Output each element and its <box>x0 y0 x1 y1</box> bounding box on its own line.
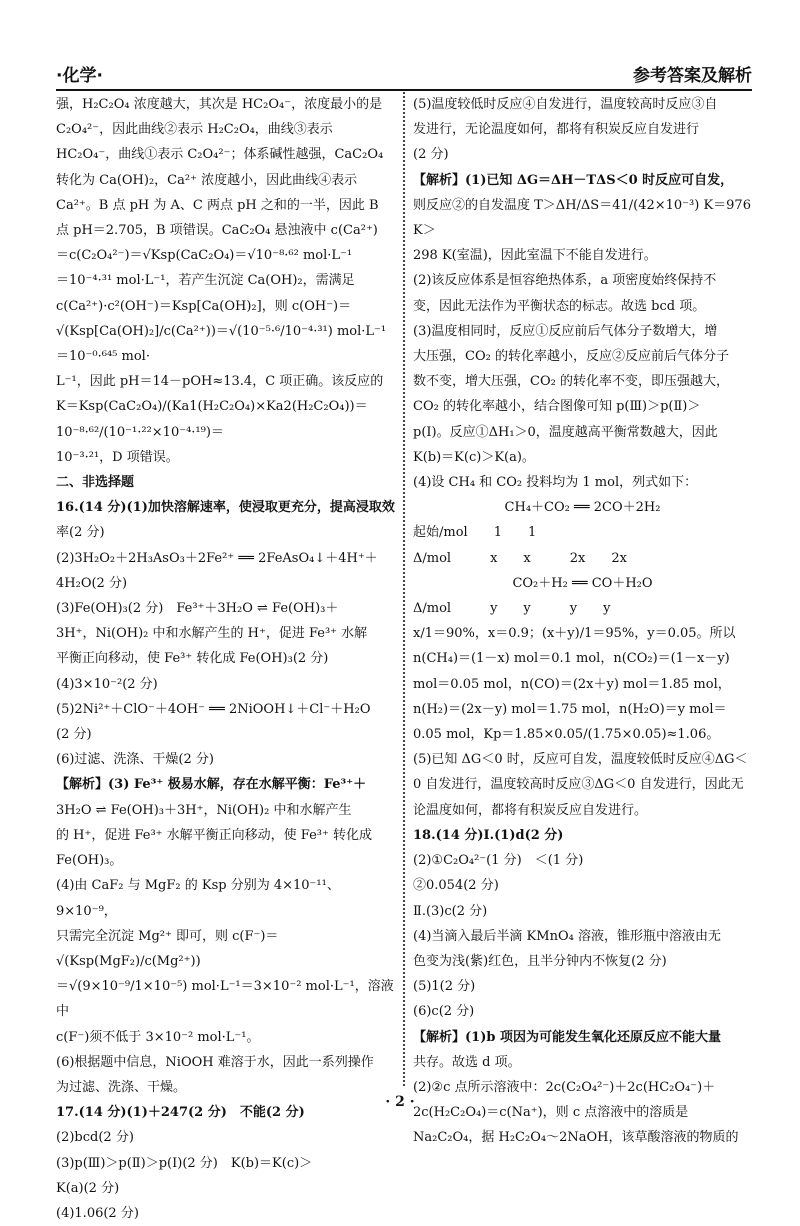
text-line: 率(2 分) <box>56 525 105 541</box>
subject-label: ·化学· <box>56 66 103 86</box>
text-line: n(H₂)＝(2x－y) mol＝1.75 mol，n(H₂O)＝y mol＝ <box>413 701 727 717</box>
text-line: x/1＝90%，x＝0.9；(x＋y)/1＝95%，y＝0.05。所以 <box>413 626 736 642</box>
text-line: (5)已知 ΔG＜0 时，反应可自发，温度较低时反应④ΔG＜ <box>413 752 748 768</box>
text-line: n(CH₄)＝(1－x) mol＝0.1 mol，n(CO₂)＝(1－x－y) <box>413 651 730 667</box>
text-line: 298 K(室温)，因此室温下不能自发进行。 <box>413 248 657 264</box>
column-divider <box>403 92 405 1086</box>
text-line: 2c(H₂C₂O₄)＝c(Na⁺)，则 c 点溶液中的溶质是 <box>413 1105 689 1121</box>
text-line: (2)①C₂O₄²⁻(1 分) ＜(1 分) <box>413 853 584 869</box>
text-line: (4)由 CaF₂ 与 MgF₂ 的 Ksp 分别为 4×10⁻¹¹、9×10⁻⁹， <box>56 878 340 919</box>
text-line: p(Ⅰ)。反应①ΔH₁＞0，温度越高平衡常数越大，因此 <box>413 424 718 440</box>
text-line: (6)过滤、洗涤、干燥(2 分) <box>56 752 214 768</box>
text-line: 【解析】(1)b 项因为可能发生氧化还原反应不能大量 <box>413 1029 721 1045</box>
text-line: 点 pH＝2.705，B 项错误。CaC₂O₄ 悬浊液中 c(Ca²⁺) <box>56 223 378 239</box>
text-line: 【解析】(1)已知 ΔG＝ΔH－TΔS＜0 时反应可自发， <box>413 172 734 188</box>
text-line: 3H₂O ⇌ Fe(OH)₃＋3H⁺，Ni(OH)₂ 中和水解产生 <box>56 802 352 818</box>
text-line: 18.(14 分)Ⅰ.(1)d(2 分) <box>413 827 564 843</box>
text-line: 的 H⁺，促进 Fe³⁺ 水解平衡正向移动，使 Fe³⁺ 转化成 <box>56 827 373 843</box>
text-line: (2)bcd(2 分) <box>56 1130 134 1146</box>
page-header <box>56 56 752 91</box>
text-line: (2)该反应体系是恒容绝热体系，a 项密度始终保持不 <box>413 273 717 289</box>
text-line: ＝√(9×10⁻⁹/1×10⁻⁵) mol·L⁻¹＝3×10⁻² mol·L⁻¹，溶液中 <box>56 979 394 1020</box>
text-line: 色变为浅(紫)红色，且半分钟内不恢复(2 分) <box>413 953 667 969</box>
text-line: (5)温度较低时反应④自发进行，温度较高时反应③自 <box>413 97 718 112</box>
text-line: c(Ca²⁺)·c²(OH⁻)＝Ksp[Ca(OH)₂]，则 c(OH⁻)＝ <box>56 298 352 314</box>
text-line: (3)温度相同时，反应①反应前后气体分子数增大，增 <box>413 323 718 339</box>
text-line: 平衡正向移动，使 Fe³⁺ 转化成 Fe(OH)₃(2 分) <box>56 651 329 667</box>
text-line: √(Ksp[Ca(OH)₂]/c(Ca²⁺))＝√(10⁻⁵·⁶/10⁻⁴·³¹) mol·L⁻¹＝10⁻⁰·⁶⁴⁵ mol· <box>56 323 387 365</box>
text-line: (3)Fe(OH)₃(2 分) Fe³⁺＋3H₂O ⇌ Fe(OH)₃＋ <box>56 601 339 617</box>
text-line: 0 自发进行，温度较高时反应③ΔG＜0 自发进行，因此无 <box>413 777 744 793</box>
text-line: (2)3H₂O₂＋2H₃AsO₃＋2Fe²⁺ ══ 2FeAsO₄↓＋4H⁺＋ <box>56 550 378 566</box>
text-line: 4H₂O(2 分) <box>56 575 128 591</box>
text-line: (4)设 CH₄ 和 CO₂ 投料均为 1 mol，列式如下： <box>413 475 698 491</box>
text-line: HC₂O₄⁻，曲线①表示 C₂O₄²⁻；体系碱性越强，CaC₂O₄ <box>56 147 384 163</box>
text-line: (2 分) <box>413 147 449 163</box>
text-line: mol＝0.05 mol，n(CO)＝(2x＋y) mol＝1.85 mol， <box>413 676 731 692</box>
text-line: (5)2Ni²⁺＋ClO⁻＋4OH⁻ ══ 2NiOOH↓＋Cl⁻＋H₂O <box>56 701 371 717</box>
text-line: 变，因此无法作为平衡状态的标志。故选 bcd 项。 <box>413 298 706 314</box>
text-line: (4)当滴入最后半滴 KMnO₄ 溶液，锥形瓶中溶液由无 <box>413 928 721 944</box>
text-line: (4)3×10⁻²(2 分) <box>56 676 158 692</box>
text-line: ＝c(C₂O₄²⁻)＝√Ksp(CaC₂O₄)＝√10⁻⁸·⁶² mol·L⁻¹ <box>56 248 353 264</box>
text-line: Ⅱ.(3)c(2 分) <box>413 903 488 919</box>
text-line: (2)②c 点所示溶液中：2c(C₂O₄²⁻)＋2c(HC₂O₄⁻)＋ <box>413 1079 716 1095</box>
text-line: (2 分) <box>56 727 92 743</box>
text-line: 强，H₂C₂O₄ 浓度越大，其次是 HC₂O₄⁻，浓度最小的是 <box>56 97 383 112</box>
text-line: 转化为 Ca(OH)₂，Ca²⁺ 浓度越小，因此曲线④表示 <box>56 172 358 188</box>
text-line: 10⁻³·²¹，D 项错误。 <box>56 449 179 465</box>
left-column <box>56 92 395 1221</box>
text-line: 17.(14 分)(1)＋247(2 分) 不能(2 分) <box>56 1105 305 1121</box>
text-line: 共存。故选 d 项。 <box>413 1054 521 1070</box>
text-line: (6)根据题中信息，NiOOH 难溶于水，因此一系列操作 <box>56 1054 374 1070</box>
text-line: Ca²⁺。B 点 pH 为 A、C 两点 pH 之和的一半，因此 B <box>56 197 379 213</box>
text-line: 16.(14 分)(1)加快溶解速率，使浸取更充分，提高浸取效 <box>56 500 395 516</box>
text-line: K(a)(2 分) <box>56 1180 120 1196</box>
text-line: 数不变，增大压强，CO₂ 的转化率不变，即压强越大， <box>413 374 729 390</box>
text-line: K＝Ksp(CaC₂O₄)/(Ka1(H₂C₂O₄)×Ka2(H₂C₂O₄))＝10⁻⁸·⁶²/(10⁻¹·²²×10⁻⁴·¹⁹)＝ <box>56 399 368 440</box>
text-line: Na₂C₂O₄，据 H₂C₂O₄～2NaOH，该草酸溶液的物质的 <box>413 1130 739 1146</box>
text-line: Fe(OH)₃。 <box>56 853 123 869</box>
text-line: (3)p(Ⅲ)＞p(Ⅱ)＞p(Ⅰ)(2 分) K(b)＝K(c)＞ <box>56 1155 313 1171</box>
right-column <box>413 92 752 1146</box>
text-line: CO₂＋H₂ ══ CO＋H₂O <box>512 575 653 591</box>
text-line: (6)c(2 分) <box>413 1004 475 1020</box>
text-line: 0.05 mol，Kp＝1.85×0.05/(1.75×0.05)≈1.06。 <box>413 727 720 743</box>
content-columns <box>56 92 752 1221</box>
text-line: CH₄＋CO₂ ══ 2CO＋2H₂ <box>504 500 661 516</box>
text-line: 起始/mol 1 1 <box>413 525 537 541</box>
text-line: CO₂ 的转化率越小，结合图像可知 p(Ⅲ)＞p(Ⅱ)＞ <box>413 399 701 415</box>
text-line: 3H⁺，Ni(OH)₂ 中和水解产生的 H⁺，促进 Fe³⁺ 水解 <box>56 626 368 642</box>
text-line: ＝10⁻⁴·³¹ mol·L⁻¹，若产生沉淀 Ca(OH)₂，需满足 <box>56 273 355 289</box>
text-line: Δ/mol y y y y <box>413 601 611 617</box>
text-line: Δ/mol x x 2x 2x <box>413 550 627 566</box>
text-line: 【解析】(3) Fe³⁺ 极易水解，存在水解平衡：Fe³⁺＋ <box>56 777 367 793</box>
text-line: C₂O₄²⁻，因此曲线②表示 H₂C₂O₄，曲线③表示 <box>56 122 333 138</box>
text-line: (4)1.06(2 分) <box>56 1205 139 1221</box>
text-line: 只需完全沉淀 Mg²⁺ 即可，则 c(F⁻)＝√(Ksp(MgF₂)/c(Mg²⁺)) <box>56 928 279 969</box>
text-line: K(b)＝K(c)＞K(a)。 <box>413 449 535 465</box>
text-line: 为过滤、洗涤、干燥。 <box>56 1079 187 1095</box>
text-line: 二、非选择题 <box>56 475 135 491</box>
text-line: 大压强，CO₂ 的转化率越小，反应②反应前后气体分子 <box>413 349 729 365</box>
text-line: L⁻¹，因此 pH＝14－pOH≈13.4，C 项正确。该反应的 <box>56 374 384 390</box>
text-line: (5)1(2 分) <box>413 979 476 995</box>
text-line: c(F⁻)须不低于 3×10⁻² mol·L⁻¹。 <box>56 1029 260 1045</box>
text-line: 发进行，无论温度如何，都将有积炭反应自发进行 <box>413 122 700 138</box>
text-line: 则反应②的自发温度 T＞ΔH/ΔS＝41/(42×10⁻³) K＝976 K＞ <box>413 197 751 239</box>
page-number: · 2 · <box>385 1094 415 1110</box>
text-line: 论温度如何，都将有积炭反应自发进行。 <box>413 802 648 818</box>
text-line: ②0.054(2 分) <box>413 878 499 894</box>
header-title: 参考答案及解析 <box>633 66 752 86</box>
